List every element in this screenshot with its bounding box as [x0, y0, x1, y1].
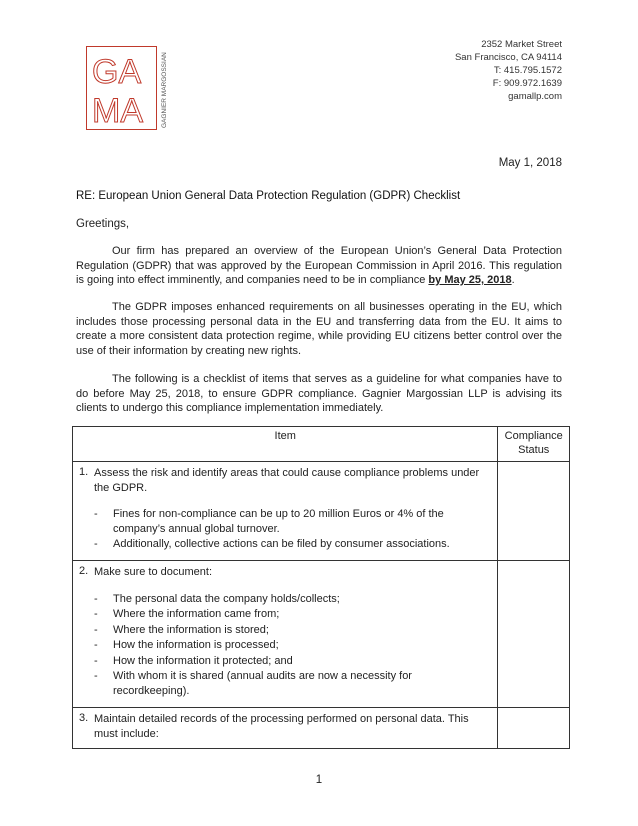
paragraph-2: [76, 300, 562, 358]
subject-line: RE: European Union General Data Protection Regulation (GDPR) Checklist: [76, 190, 461, 202]
table-row: [73, 708, 570, 749]
item-number: 3.: [79, 712, 89, 724]
item-cell: [73, 561, 498, 708]
compliance-status-cell[interactable]: [498, 708, 570, 749]
address-city: San Francisco, CA 94114: [454, 52, 562, 63]
address-street: 2352 Market Street: [481, 39, 562, 50]
header-status: [498, 427, 570, 462]
table-row: [73, 462, 570, 561]
logo-letters-bottom: MA: [92, 92, 143, 130]
item-sublist: [94, 592, 484, 699]
compliance-status-cell[interactable]: [498, 561, 570, 708]
paragraph-1-text: Our firm has prepared an overview of the European Union’s General Data Protection Regulation (GDPR) that was approved by the European Commission in April 2016. This regulation is going into effect imminently, and companies need to be in compliance: [76, 245, 562, 286]
paragraph-3: [76, 372, 562, 416]
address-phone: T: 415.795.1572: [493, 65, 562, 76]
address-website: gamallp.com: [508, 91, 562, 102]
address-block: [455, 38, 562, 103]
table-header-row: [73, 427, 570, 462]
logo-vertical-text: GAGNIER MARGOSSIAN: [161, 52, 168, 128]
item-sublist: [94, 507, 484, 552]
item-number: 1.: [79, 466, 89, 478]
list-item: - The personal data the company holds/collects;: [94, 592, 340, 605]
item-cell: [73, 462, 498, 561]
page-number: 1: [315, 774, 323, 786]
paragraph-1: [76, 244, 562, 288]
header-item: [73, 427, 498, 462]
list-item: - With whom it is shared (annual audits are now a necessity for recordkeeping).: [94, 670, 412, 697]
item-number: 2.: [79, 565, 89, 577]
header-status-line1: Compliance: [504, 430, 563, 442]
logo-letters-top: GA: [92, 53, 142, 91]
item-text: Assess the risk and identify areas that could cause compliance problems under the GDPR.: [94, 467, 480, 494]
paragraph-1-end: .: [511, 274, 515, 286]
deadline-emphasis: by May 25, 2018: [428, 274, 512, 286]
list-item: - How the information it protected; and: [94, 654, 293, 667]
greeting: Greetings,: [76, 218, 130, 230]
letter-date: May 1, 2018: [498, 157, 562, 169]
table-row: [73, 561, 570, 708]
item-text: Maintain detailed records of the processing performed on personal data. This must include:: [94, 713, 469, 740]
paragraph-2-text: The GDPR imposes enhanced requirements on all businesses operating in the EU, which includes those processing personal data in the EU and transferring data from the EU. It aims to create a more consistent data protection regime, while providing EU citizens better control over the use of their information by creating new rights.: [76, 301, 562, 357]
firm-logo: [86, 46, 170, 130]
paragraph-3-text: The following is a checklist of items that serves as a guideline for what companies have to do before May 25, 2018, to ensure GDPR compliance. Gagnier Margossian LLP is advising its clients to undergo this compliance implementation immediately.: [76, 373, 562, 414]
item-cell: [73, 708, 498, 749]
list-item: - Where the information came from;: [94, 608, 280, 620]
compliance-status-cell[interactable]: [498, 462, 570, 561]
header-item-label: Item: [274, 430, 296, 442]
header-status-line2: Status: [518, 444, 550, 456]
list-item: - Additionally, collective actions can be filed by consumer associations.: [94, 538, 450, 550]
list-item: - How the information is processed;: [94, 639, 279, 651]
address-fax: F: 909.972.1639: [492, 78, 562, 89]
compliance-checklist-table: [72, 426, 570, 749]
list-item: - Where the information is stored;: [94, 623, 269, 636]
item-text: Make sure to document:: [94, 566, 213, 578]
list-item: - Fines for non-compliance can be up to 20 million Euros or 4% of the company’s annual global turnover.: [94, 508, 444, 535]
